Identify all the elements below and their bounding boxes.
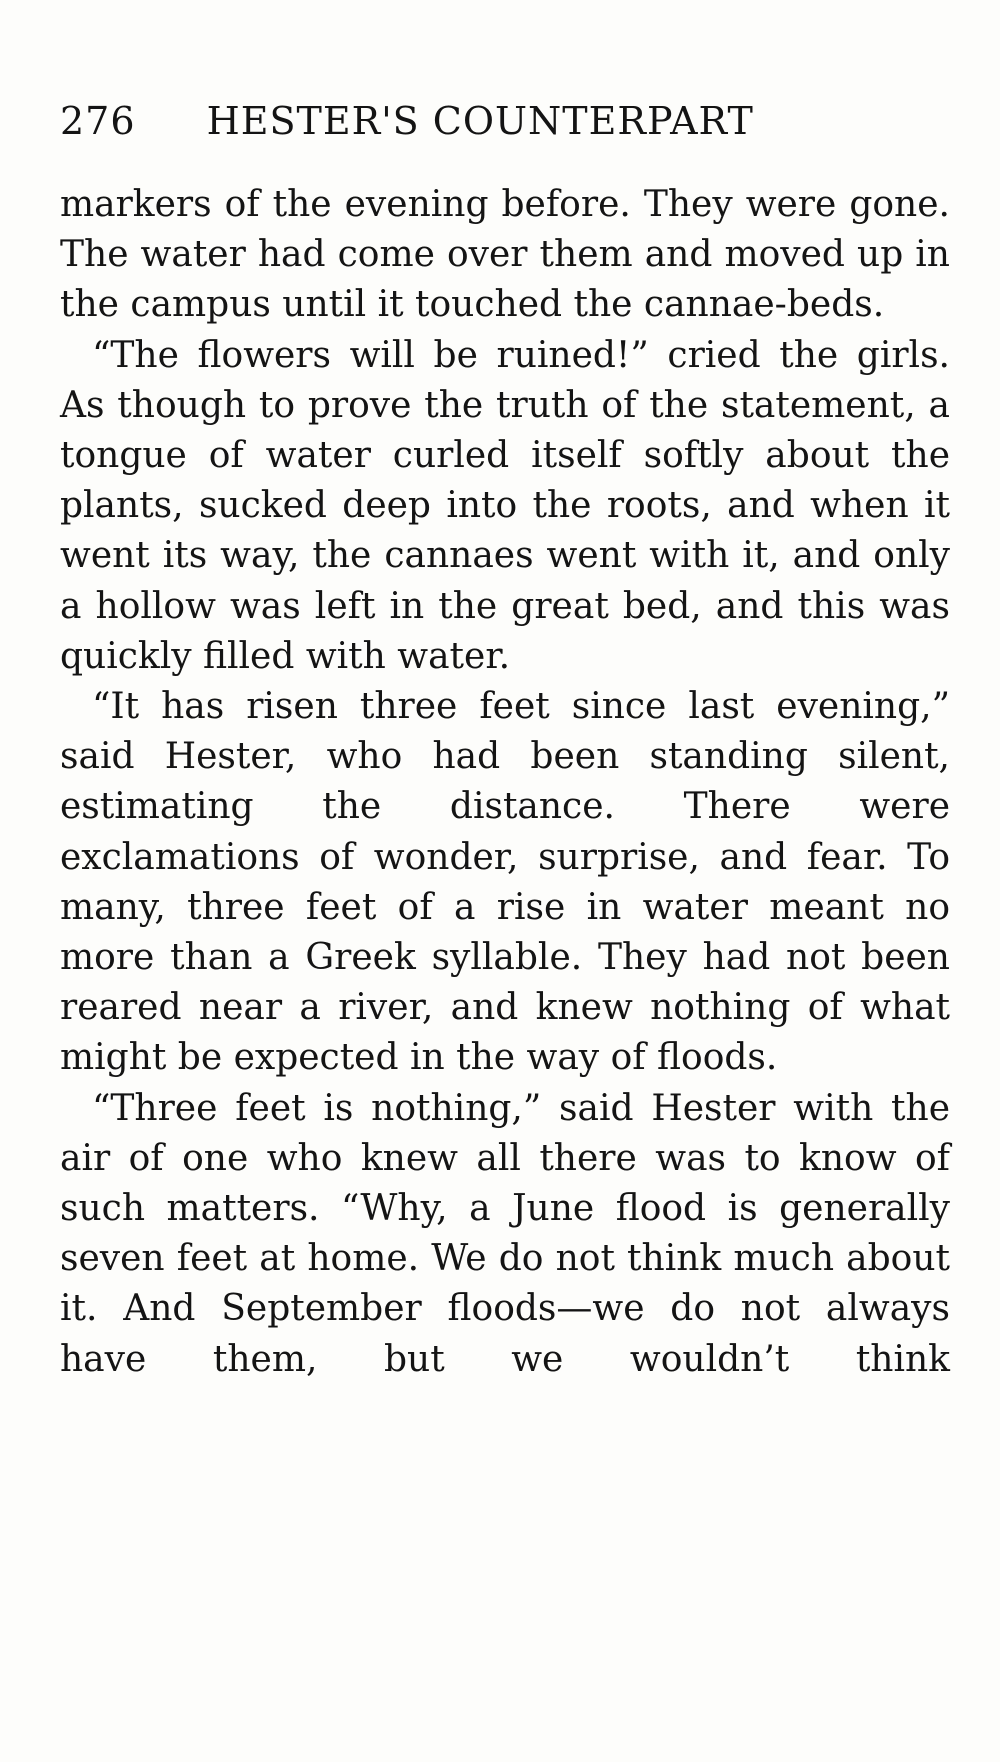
paragraph-3: “It has risen three feet since last evening,” said Hester, who had been standing silent, estimating the distance. There were exclamations of wonder, surprise, and fear. To many, three feet of a rise in water meant no more than a Greek syllable. They had not been reared near a river, and knew nothing of what might be expected in the way of floods. (60, 686, 950, 1079)
paragraph-1: markers of the evening before. They were gone. The water had come over them and moved up in the campus until it touched the cannae-beds. (60, 184, 950, 326)
running-head (60, 96, 960, 146)
page-number: 276 (60, 99, 136, 143)
paragraph-2: “The flowers will be ruined!” cried the girls. As though to prove the truth of the statement, a tongue of water curled itself softly about the plants, sucked deep into the roots, and when it went its way, the cannaes went with it, and only a hollow was left in the great bed, and this was quickly filled with water. (60, 334, 950, 677)
body-text (60, 180, 950, 1385)
paragraph-4: “Three feet is nothing,” said Hester with the air of one who knew all there was to know of such matters. “Why, a June flood is generally seven feet at home. We do not think much about it. And September floods—we do not always have them, but we wouldn’t think (60, 1087, 950, 1380)
book-title: HESTER'S COUNTERPART (206, 99, 754, 143)
